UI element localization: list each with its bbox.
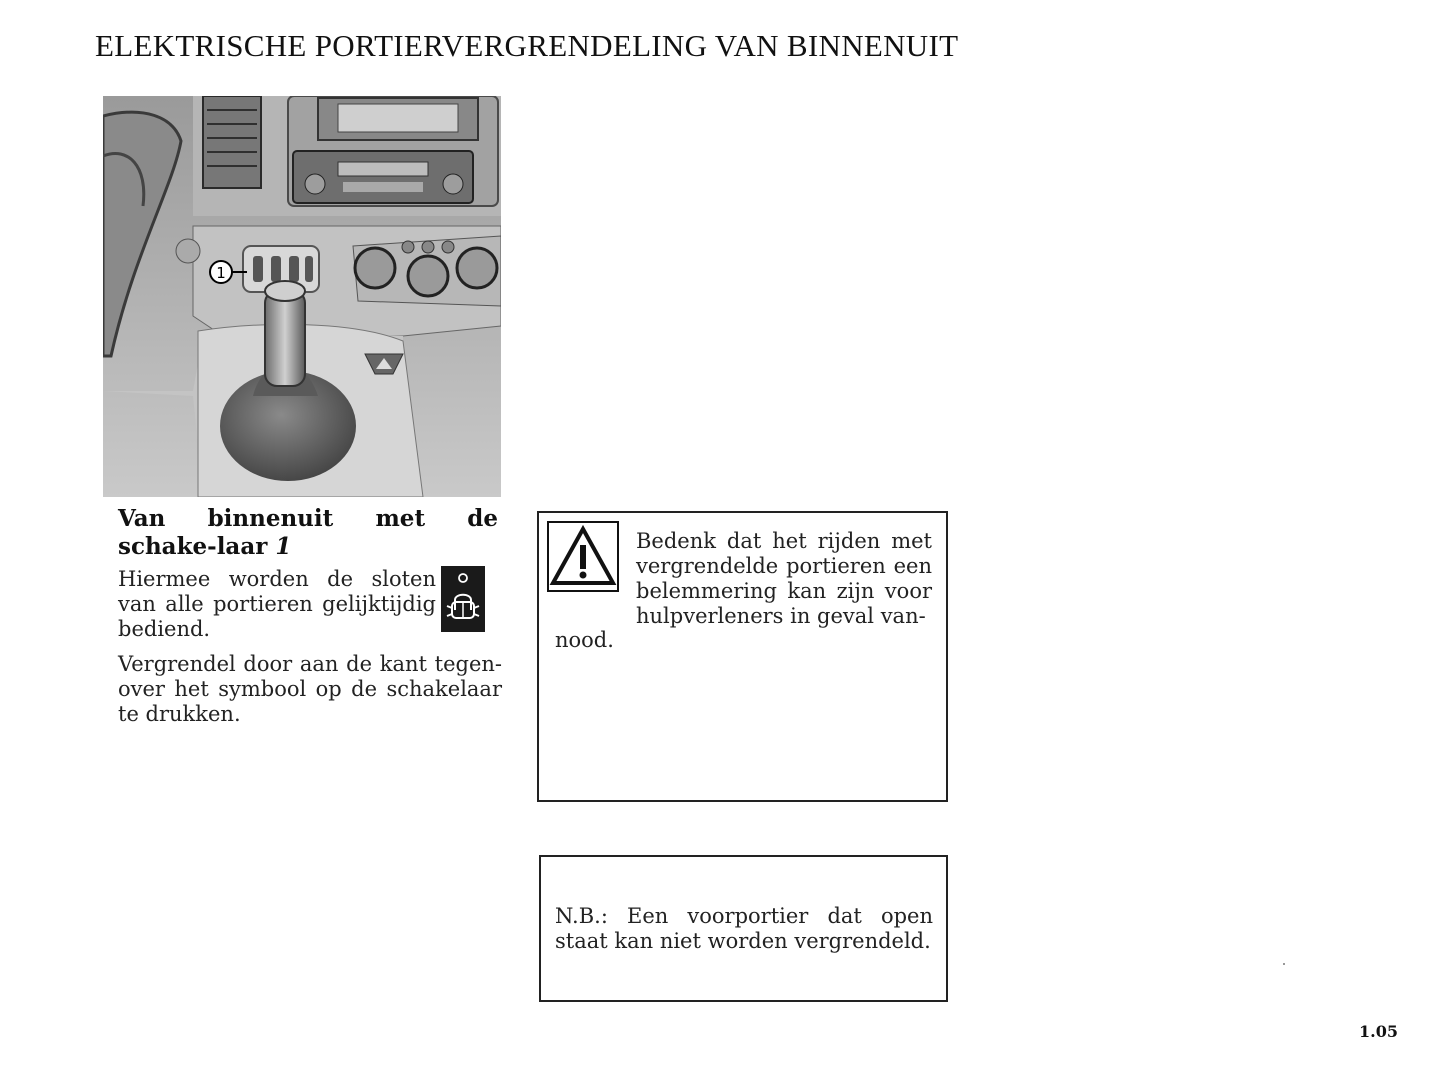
warning-text: Bedenk dat het rijden met vergrendelde portieren een belemmering kan zijn voor hulpverleners in geval van- bbox=[636, 529, 932, 628]
door-lock-switch-icon bbox=[441, 566, 485, 632]
section-heading: Van binnenuit met de schake-laar 1 bbox=[118, 505, 498, 560]
scan-speck bbox=[1283, 963, 1285, 965]
dashboard-photo bbox=[103, 96, 501, 497]
note-text: N.B.: Een voorportier dat open staat kan niet worden vergrendeld. bbox=[555, 904, 933, 953]
paragraph-switch-description: Hiermee worden de sloten van alle portieren gelijktijdig bediend. bbox=[118, 567, 436, 641]
page-number: 1.05 bbox=[1359, 1022, 1398, 1041]
callout-label-1: 1 bbox=[216, 264, 226, 282]
warning-box bbox=[537, 511, 948, 802]
note-box bbox=[539, 855, 948, 1002]
paragraph-lock-instruction: Vergrendel door aan de kant tegen-over het symbool op de schakelaar te drukken. bbox=[118, 652, 502, 726]
warning-triangle-icon bbox=[547, 521, 619, 592]
note-label: N.B.: bbox=[555, 904, 608, 928]
warning-text-tail: nood. bbox=[555, 628, 614, 652]
page-title: ELEKTRISCHE PORTIERVERGRENDELING VAN BINNENUIT bbox=[95, 28, 959, 63]
